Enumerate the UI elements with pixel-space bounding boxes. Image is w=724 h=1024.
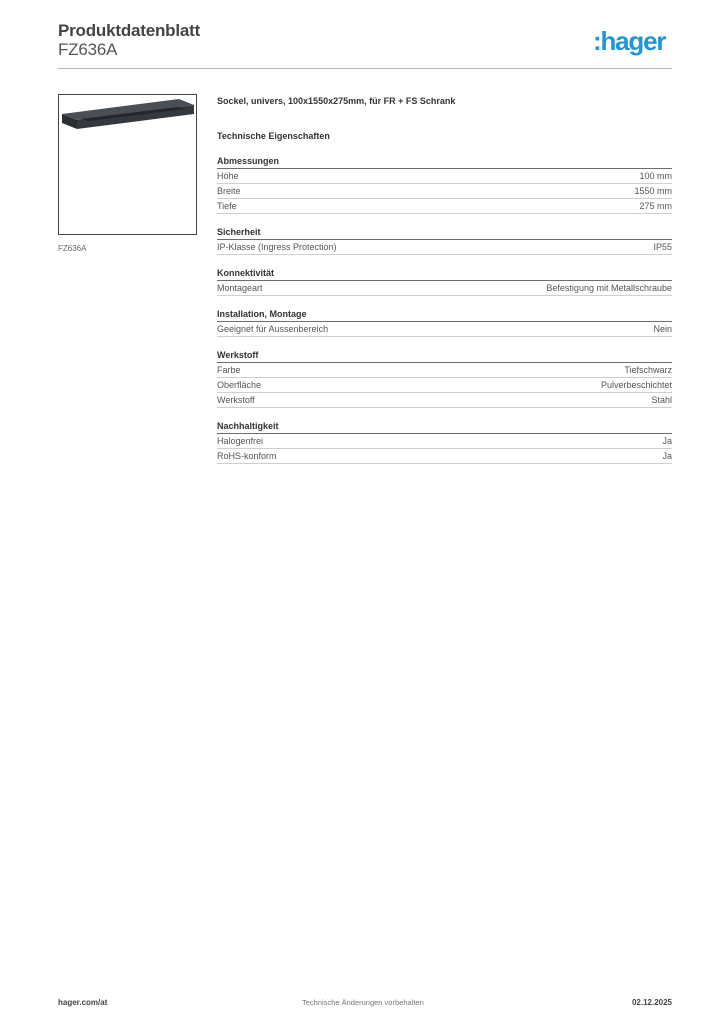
property-value: Nein [653, 324, 672, 334]
property-row [217, 363, 672, 378]
section-sustainability [217, 419, 672, 464]
property-label: IP-Klasse (Ingress Protection) [217, 242, 337, 252]
property-label: Halogenfrei [217, 436, 264, 446]
property-row [217, 378, 672, 393]
property-label: Breite [217, 186, 241, 196]
footer-website-link[interactable]: hager.com/at [58, 998, 108, 1007]
section-connectivity [217, 266, 672, 296]
property-value: 100 mm [639, 171, 672, 181]
section-title: Installation, Montage [217, 307, 672, 322]
property-label: Werkstoff [217, 395, 255, 405]
property-label: Montageart [217, 283, 263, 293]
header-divider [58, 68, 672, 69]
property-row [217, 393, 672, 408]
technical-properties-heading: Technische Eigenschaften [217, 131, 330, 141]
plinth-illustration [59, 95, 196, 234]
page-title: Produktdatenblatt [58, 21, 201, 40]
property-row [217, 184, 672, 199]
section-title: Werkstoff [217, 348, 672, 363]
product-code: FZ636A [58, 40, 118, 59]
property-value: Tiefschwarz [624, 365, 672, 375]
property-label: Höhe [217, 171, 239, 181]
footer-notice: Technische Änderungen vorbehalten [302, 998, 424, 1007]
section-title: Abmessungen [217, 154, 672, 169]
property-value: 1550 mm [634, 186, 672, 196]
section-dimensions [217, 154, 672, 214]
property-value: Ja [662, 451, 672, 461]
property-row [217, 281, 672, 296]
product-image [58, 94, 197, 235]
property-value: Ja [662, 436, 672, 446]
section-title: Sicherheit [217, 225, 672, 240]
property-value: Stahl [651, 395, 672, 405]
property-row [217, 199, 672, 214]
product-description: Sockel, univers, 100x1550x275mm, für FR + FS Schrank [217, 96, 456, 106]
section-material [217, 348, 672, 408]
hager-logo: :hager [593, 26, 666, 56]
product-details [217, 94, 672, 464]
property-label: Oberfläche [217, 380, 262, 390]
property-row [217, 322, 672, 337]
property-value: Pulverbeschichtet [600, 380, 672, 390]
property-label: RoHS-konform [217, 451, 277, 461]
footer-date: 02.12.2025 [631, 998, 672, 1007]
property-label: Farbe [217, 365, 241, 375]
image-caption: FZ636A [58, 244, 87, 253]
property-value: Befestigung mit Metallschraube [546, 283, 672, 293]
property-value: IP55 [653, 242, 672, 252]
property-row [217, 240, 672, 255]
property-row [217, 169, 672, 184]
property-label: Tiefe [217, 201, 237, 211]
property-value: 275 mm [639, 201, 672, 211]
property-label: Geeignet für Aussenbereich [217, 324, 329, 334]
property-row [217, 449, 672, 464]
section-title: Nachhaltigkeit [217, 419, 672, 434]
property-row [217, 434, 672, 449]
section-title: Konnektivität [217, 266, 672, 281]
section-safety [217, 225, 672, 255]
section-installation [217, 307, 672, 337]
